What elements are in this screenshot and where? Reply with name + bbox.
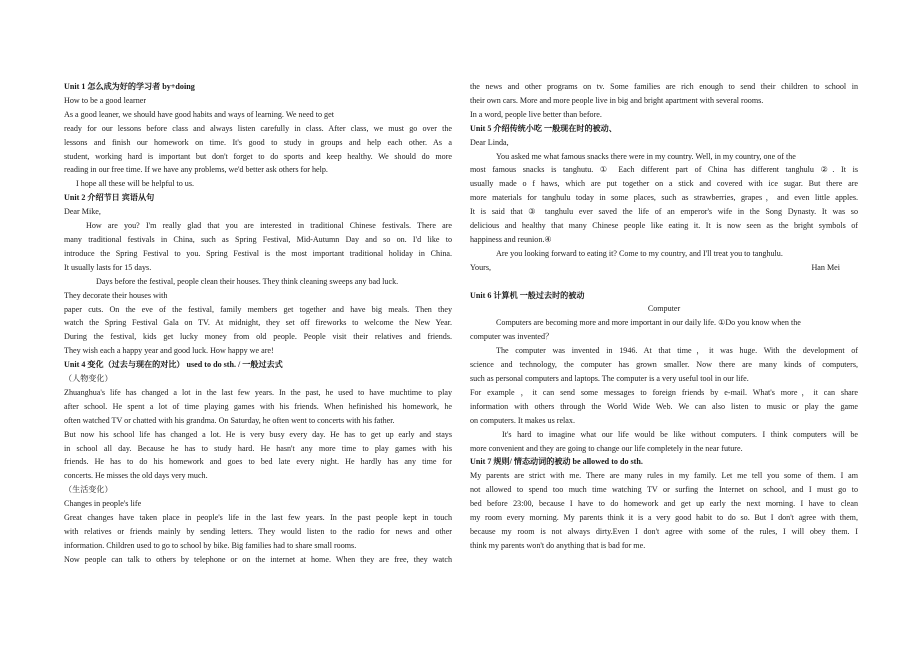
text-line: such as personal computers and laptops. The computer is a very useful tool in our life. (470, 374, 749, 384)
text-line: They decorate their houses with (64, 290, 168, 300)
text-line: after school. He spent a lot of time playing games with his friends. When hefinished his homework, he (64, 401, 452, 411)
text-line: Computer (647, 304, 681, 314)
text-line: bed before 23:00, because I have to do homework and get up early the next morning. I have to clean (470, 499, 858, 509)
text-line: many traditional festivals in China, such as Spring Festival, Mid-Autumn Day and so on. I'd like to (64, 234, 452, 244)
text-line: their own cars. More and more people live in big and bright apartment with several rooms. (470, 95, 764, 105)
text-line (470, 261, 858, 275)
text-line: lessons and finish our homework on time. It's good to study in groups and help each other. As a (64, 137, 452, 147)
text-line: Dear Linda, (470, 137, 509, 147)
text-line: information. Children used to go to school by bike. Big families had to share small rooms. (64, 540, 357, 550)
text-line: It usually lasts for 15 days. (64, 262, 152, 272)
text-line: reading in our free time. If we have any problems, we'd better ask others for help. (64, 165, 328, 175)
text-line: not allowed to spend too much time watching TV or surfing the Internet on school, and I must go to (470, 485, 858, 495)
text-line: friends. He has to do his homework and goes to bed late every night. He hardly has any time for (64, 457, 452, 467)
text-line: Days before the festival, people clean their houses. They think cleaning sweeps any bad luck. (96, 276, 399, 286)
text-line: with relatives or friends mainly by sending letters. They would listen to the radio for news and other (64, 527, 452, 536)
signature-name: Han Mei (811, 262, 840, 272)
unit-heading: Unit 1 怎么成为好的学习者 by+doing (64, 82, 195, 91)
text-line: It's hard to imagine what our life would be like without computers. I think computers will be (502, 429, 858, 439)
text-line: For example ，it can send some messages to foreign friends by e-mail. What's more，it can share (470, 387, 858, 397)
text-line: Computers are becoming more and more important in our daily life. ①Do you know when the (496, 318, 801, 328)
text-line: on computers. It makes us relax. (470, 415, 575, 425)
text-line: delicious and healthy that many Chinese people like eating it. It is now seen as the bright symbols of (470, 221, 858, 231)
text-line: information with others through the World Wide Web. We can also listen to music or play the game (470, 401, 858, 411)
text-line: How are you? I'm really glad that you are interested in traditional Chinese festivals. There are (86, 221, 452, 231)
text-line: introduce the Spring Festival to you. Spring Festival is the most important traditional holiday in China. (64, 248, 452, 258)
left-column (64, 80, 452, 567)
unit-heading: Unit 7 规则/ 情态动词的被动 be allowed to do sth. (470, 457, 643, 467)
text-line: in school all day. Because he has to study hard. He hasn't any more time to play games with his (64, 443, 452, 453)
text-line: I hope all these will be helpful to us. (76, 179, 195, 189)
text-line: You asked me what famous snacks there were in my country. Well, in my country, one of the (496, 151, 796, 161)
text-line: How to be a good learner (64, 95, 147, 105)
unit-heading: Unit 5 介绍传统小吃 一般现在时的被动、 (470, 123, 617, 133)
text-line: My parents are strict with me. There are many rules in my family. Let me tell you some of them. I am (470, 471, 858, 481)
text-line: As a good leaner, we should have good habits and ways of learning. We need to get (64, 109, 334, 119)
text-line: concerts. He misses the old days very much. (64, 471, 208, 481)
text-line: Zhuanghua's life has changed a lot in the last few years. In the past, he used to have muchtime to play (64, 387, 452, 397)
text-line: Dear Mike, (64, 207, 101, 217)
text-line: But now his school life has changed a lot. He is very busy every day. He has to get up early and stays (64, 429, 452, 439)
closing-word: Yours, (470, 262, 491, 272)
text-line: Great changes have taken place in people's life in the last few years. In the past people kept in touch (64, 513, 452, 523)
text-line: often watched TV or chatted with his grandma. On Saturday, he often went to concerts with his father. (64, 415, 395, 425)
text-line: my room every morning. My parents think it is a very good habit to do so. But I don't agree with them, (470, 513, 858, 523)
text-line: They wish each a happy year and good luck. How happy we are! (64, 346, 274, 356)
text-line: Are you looking forward to eating it? Come to my country, and I'll treat you to tanghulu. (496, 248, 783, 258)
text-line: science and technology, the computer has grown smaller. Now there are many kinds of computers, (470, 360, 858, 370)
text-line: ready for our lessons before class and always listen carefully in class. After class, we must go over the (64, 123, 452, 133)
text-line: computer was invented？ (470, 332, 554, 342)
text-line: Now people can talk to others by telephone or on the internet at home. When they are free, they watch (64, 554, 452, 564)
unit-heading: Unit 4 变化（过去与现在的对比） used to do sth. / 一般过去式 (64, 360, 283, 370)
right-column (470, 80, 858, 553)
text-line: watch the Spring Festival Gala on TV. At midnight, they set off fireworks to welcome the New Year. (64, 318, 452, 328)
text-line: （人物变化） (64, 374, 113, 384)
text-line: Changes in people's life (64, 499, 142, 509)
text-line: more convenient and they are going to change our life completely in the near future. (470, 443, 743, 453)
text-line: The computer was invented in 1946. At that time，it was huge. With the development of (496, 346, 858, 356)
text-line: （生活变化） (64, 485, 113, 495)
unit-heading: Unit 2 介绍节日 宾语从句 (64, 193, 155, 203)
text-line: happiness and reunion.④ (470, 234, 552, 244)
text-line: It is said that ③ tanghulu ever saved the life of an emperor's wife in the Song Dynasty. It was so (470, 207, 858, 217)
text-line: the news and other programs on tv. Some families are rich enough to send their children to school in (470, 82, 858, 91)
text-line: In a word, people live better than before. (470, 109, 602, 119)
text-line: more materials for tanghulu today in some places, such as strawberries, grapes，and even little apples. (470, 193, 858, 203)
text-line: most famous snacks is tanghutu. ① Each different part of China has different tanghulu ②. It is (470, 165, 858, 175)
blank-line (470, 275, 858, 289)
text-line: student, working hard is important but don't forget to do sports and keep healthy. We should do more (64, 151, 452, 161)
text-line: During the festival, kids get lucky money from old people. People visit their relatives and friends. (64, 332, 452, 342)
text-line: think my parents won't do anything that is bad for me. (470, 540, 646, 550)
unit-heading: Unit 6 计算机 一般过去时的被动 (470, 290, 585, 300)
text-line: because my room is not always dirty.Even I don't agree with some of the rules, I will obey them. I (470, 526, 858, 536)
text-line: paper cuts. On the eve of the festival, family members get together and have big meals. Then they (64, 304, 452, 314)
text-line: usually made o f haws, which are put together on a stick and covered with ice sugar. But there are (470, 179, 858, 189)
